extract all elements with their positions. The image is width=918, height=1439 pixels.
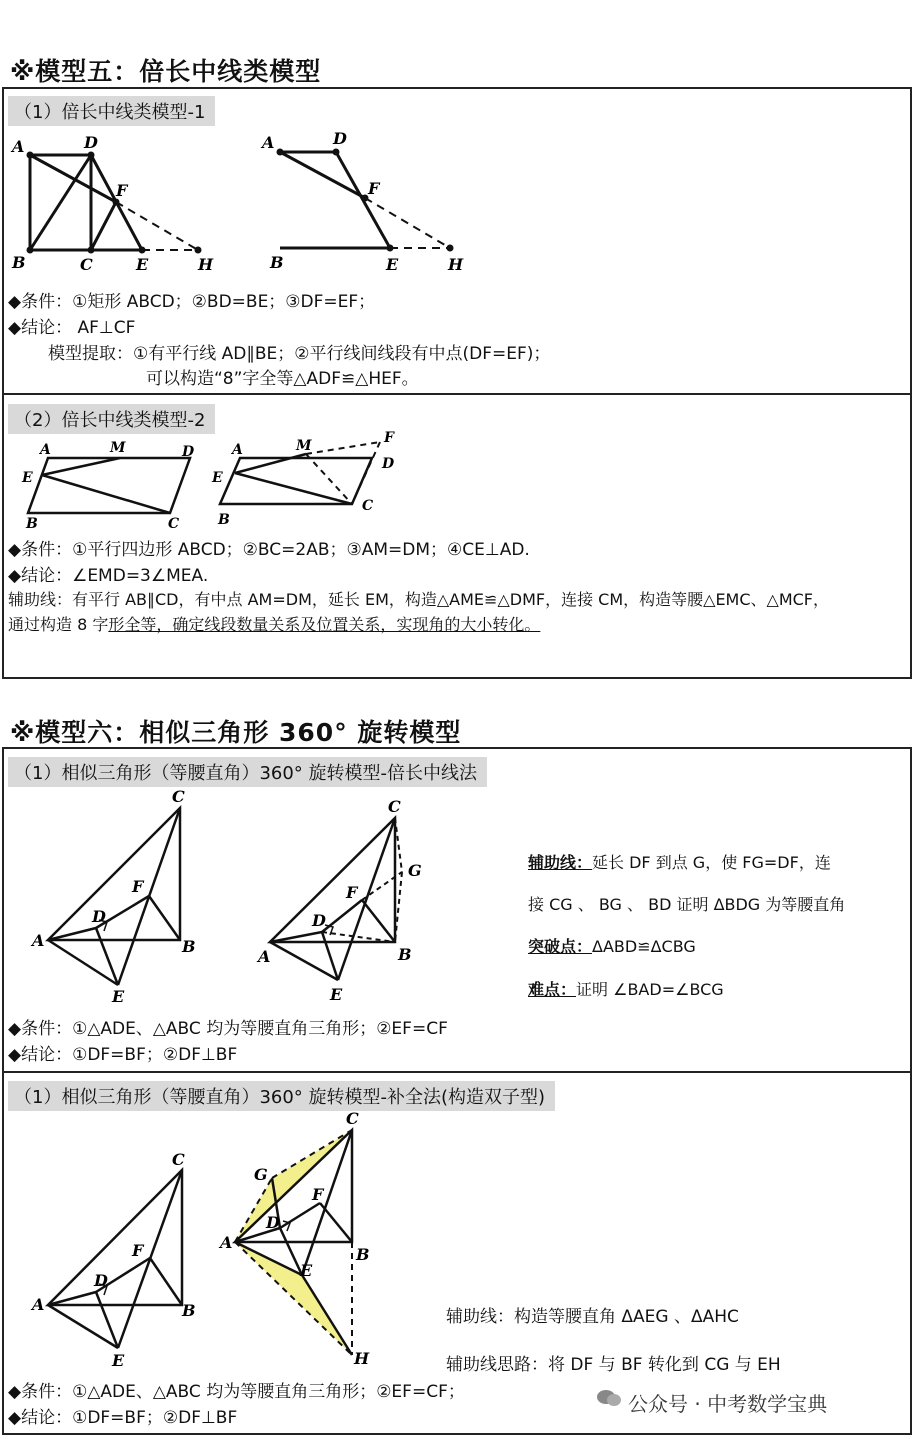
model6-sub1-hard — [528, 977, 724, 1000]
model5-sub2-aux2 — [8, 612, 540, 635]
model6-sub2-fig-right-pt-A: A — [220, 1233, 233, 1252]
model6-sub2-fig-left-pt-A: A — [32, 1295, 45, 1314]
model6-sub1-fig-right-pt-B: B — [398, 945, 412, 964]
model6-sub2-fig-right-pt-B: B — [356, 1245, 370, 1264]
model5-title: ※模型五：倍长中线类模型 — [10, 57, 322, 86]
model6-sub1-fig-left-pt-F: F — [132, 877, 144, 896]
model5-fig-left-pt-C: C — [80, 255, 93, 274]
model6-sub2-conclusion: ◆结论：①DF=BF；②DF⊥BF — [8, 1408, 238, 1428]
model6-sub1-fig-left-pt-A: A — [32, 931, 45, 950]
model6-sub2-fig-right — [235, 1130, 352, 1355]
model5-sub2-fig-right-pt-B: B — [218, 512, 230, 528]
wechat-icon — [596, 1388, 622, 1408]
model6-sub1-break-text: ΔABD≌ΔCBG — [592, 937, 696, 956]
model6-sub2-fig-right-pt-C: C — [346, 1110, 359, 1128]
model5-fig-left-pt-A: A — [12, 137, 25, 156]
model5-sub2-figures — [0, 428, 420, 533]
model5-sub2-fig-left-pt-M: M — [110, 440, 126, 456]
model6-sub1-fig-right-pt-F: F — [346, 883, 358, 902]
model5-sub2-aux2-a: 通过构造 8 字 — [8, 615, 109, 634]
model6-sub2-fig-left — [48, 1170, 182, 1348]
model6-sub1-conclusion: ◆结论：①DF=BF；②DF⊥BF — [8, 1045, 238, 1065]
model6-sub2-fig-right-pt-F: F — [312, 1185, 324, 1204]
model5-sub1-extract1: 模型提取：①有平行线 AD∥BE；②平行线间线段有中点(DF=EF)； — [48, 344, 551, 364]
model5-sub2-fig-right-pt-A: A — [232, 442, 243, 458]
model5-sub2-fig-left-pt-E: E — [22, 470, 33, 486]
model5-sub2-aux2-b: 形全等，确定线段数量关系及位置关系，实现角的大小转化。 — [108, 615, 541, 634]
model6-sub1-fig-right-pt-D: D — [312, 911, 326, 930]
model5-fig-right-pt-A: A — [262, 133, 275, 152]
model6-sub2-fig-left-pt-B: B — [182, 1301, 196, 1320]
model5-sub2-fig-left — [28, 458, 190, 513]
model5-fig-left-pt-E: E — [136, 255, 149, 274]
watermark-text: 公众号 · 中考数学宝典 — [628, 1392, 828, 1416]
model6-sub1-label: （1）相似三角形（等腰直角）360° 旋转模型-倍长中线法 — [8, 757, 487, 787]
model5-sub1-condition: ◆条件：①矩形 ABCD；②BD=BE；③DF=EF； — [8, 292, 376, 312]
model5-fig-right-pt-H: H — [448, 255, 464, 274]
model6-sub1-fig-left-pt-E: E — [112, 987, 125, 1006]
model5-fig-left-pt-F: F — [116, 181, 128, 200]
model5-sub2-fig-left-pt-C: C — [168, 516, 180, 532]
model6-sub1-fig-left-pt-B: B — [182, 937, 196, 956]
model6-sub1-aux — [528, 850, 831, 873]
model5-sub2-fig-right-pt-M: M — [296, 438, 312, 454]
model6-sub2-fig-right-pt-H: H — [354, 1349, 370, 1368]
model6-sub1-break — [528, 934, 696, 957]
model5-sub2-fig-right-pt-E: E — [212, 470, 223, 486]
model6-sub2-fig-left-pt-C: C — [172, 1150, 185, 1169]
model6-sub1-hard-title: 难点： — [528, 980, 577, 999]
model5-fig-left-pt-D: D — [84, 133, 98, 152]
model5-fig-right-pt-D: D — [333, 129, 347, 148]
model6-sub2-label: （1）相似三角形（等腰直角）360° 旋转模型-补全法(构造双子型) — [8, 1081, 555, 1111]
model6-sub1-condition: ◆条件：①△ADE、△ABC 均为等腰直角三角形；②EF=CF — [8, 1019, 448, 1039]
model5-sub2-aux1: 辅助线：有平行 AB∥CD，有中点 AM=DM，延长 EM，构造△AME≌△DMF，连接 CM，构造等腰△EMC、△MCF， — [8, 590, 830, 609]
model6-sub2-figures — [0, 1110, 420, 1380]
model5-fig-right-pt-F: F — [368, 179, 380, 198]
model6-title: ※模型六：相似三角形 360° 旋转模型 — [10, 718, 462, 747]
model5-sub2-fig-left-pt-D: D — [182, 444, 195, 460]
model5-sub2-fig-right-pt-F: F — [384, 430, 394, 446]
model6-sub1-fig-right-pt-G: G — [408, 861, 422, 880]
model6-sub1-aux-text1: 延长 DF 到点 G，使 FG=DF，连 — [592, 853, 831, 872]
model5-fig-right-pt-B: B — [270, 253, 284, 272]
model6-sub1-fig-right-pt-E: E — [330, 985, 343, 1004]
model5-sub2-conclusion: ◆结论：∠EMD=3∠MEA. — [8, 566, 209, 586]
model5-fig-left-pt-H: H — [198, 255, 214, 274]
model5-fig-left-pt-B: B — [12, 253, 26, 272]
model5-sub1-extract2: 可以构造“8”字全等△ADF≌△HEF。 — [146, 369, 419, 389]
model5-sub1-label: （1）倍长中线类模型-1 — [8, 96, 215, 126]
model5-sub2-fig-right-pt-C: C — [362, 498, 374, 514]
model6-sub2-aux: 辅助线：构造等腰直角 ΔAEG 、ΔAHC — [446, 1307, 739, 1327]
model6-sub2-aux-idea: 辅助线思路：将 DF 与 BF 转化到 CG 与 EH — [446, 1355, 781, 1375]
model6-sub2-fig-left-pt-F: F — [132, 1241, 144, 1260]
model5-sub1-figures — [0, 120, 500, 280]
model6-sub1-hard-text: 证明 ∠BAD=∠BCG — [576, 980, 724, 999]
model6-sub1-aux-title: 辅助线： — [528, 853, 593, 872]
model6-sub2-fig-left-pt-D: D — [94, 1271, 108, 1290]
model5-sub2-fig-left-pt-A: A — [40, 442, 51, 458]
model5-divider — [2, 393, 912, 395]
model5-sub2-label: （2）倍长中线类模型-2 — [8, 404, 215, 434]
model6-sub1-aux-text2: 接 CG 、 BG 、 BD 证明 ΔBDG 为等腰直角 — [528, 895, 846, 914]
model6-sub2-fig-right-pt-G: G — [254, 1165, 268, 1184]
model6-sub2-condition: ◆条件：①△ADE、△ABC 均为等腰直角三角形；②EF=CF； — [8, 1382, 465, 1402]
model6-sub1-fig-right-pt-C: C — [388, 797, 401, 816]
model6-sub2-fig-right-pt-E: E — [300, 1261, 313, 1280]
model5-sub2-fig-right-pt-D: D — [382, 456, 395, 472]
model6-sub1-fig-right-pt-A: A — [258, 947, 271, 966]
model6-sub2-fig-right-pt-D: D — [266, 1213, 280, 1232]
model6-sub1-figures — [0, 780, 470, 1010]
model6-divider — [2, 1071, 912, 1073]
model6-sub1-fig-left — [48, 808, 180, 985]
model6-sub1-fig-left-pt-D: D — [92, 907, 106, 926]
model6-sub1-fig-right — [270, 818, 402, 980]
model5-sub1-conclusion: ◆结论： AF⊥CF — [8, 318, 136, 338]
model5-sub2-fig-left-pt-B: B — [26, 516, 38, 532]
model6-sub2-fig-left-pt-E: E — [112, 1351, 125, 1370]
model6-sub1-break-title: 突破点： — [528, 937, 593, 956]
model6-sub1-fig-left-pt-C: C — [172, 787, 185, 806]
model5-fig-right-pt-E: E — [386, 255, 399, 274]
model5-sub2-condition: ◆条件：①平行四边形 ABCD；②BC=2AB；③AM=DM；④CE⊥AD. — [8, 540, 530, 560]
